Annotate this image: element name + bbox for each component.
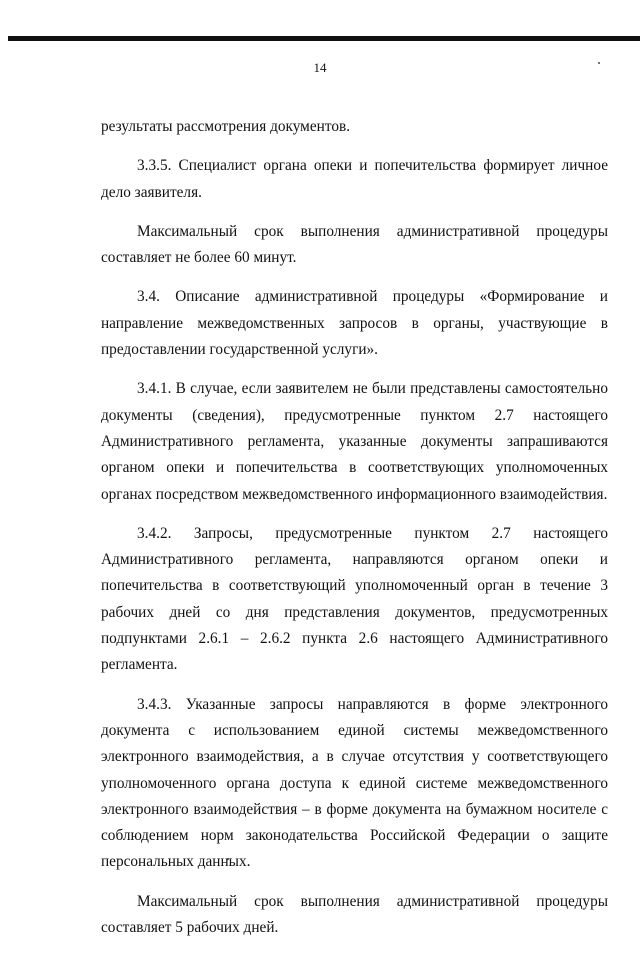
- document-body: [101, 114, 608, 954]
- paragraph-max-time-60: Максимальный срок выполнения административной процедуры составляет не более 60 минут.: [101, 222, 608, 267]
- paragraph-3-4-2: 3.4.2. Запросы, предусмотренные пунктом 2.7 настоящего Административного регламента, направляются органом опеки и попечительства в соответствующий уполномоченный орган в течение 3 рабочих дней со дня представления документов, предусмотренных подпунктами 2.6.1 – 2.6.2 пункта 2.6 настоящего Административного регламента.: [101, 524, 608, 674]
- paragraph-3-3-5: 3.3.5. Специалист органа опеки и попечительства формирует личное дело заявителя.: [101, 157, 608, 201]
- paragraph-3-4-3: 3.4.3. Указанные запросы направляются в форме электронного документа с использованием единой системы межведомственного электронного взаимодействия, а в случае отсутствия у соответствующего уполномоченного органа доступа к единой системе межведомственного электронного взаимодействия – в форме документа на бумажном носителе с соблюдением норм законодательства Российской Федерации о защите персональных данных.: [101, 695, 608, 871]
- scan-speck: [598, 62, 600, 64]
- paragraph-continuation: результаты рассмотрения документов.: [101, 118, 351, 135]
- paragraph-3-4: 3.4. Описание административной процедуры «Формирование и направление межведомственных запросов в органы, участвующие в предоставлении государственной услуги».: [101, 288, 608, 359]
- top-rule: [8, 36, 640, 41]
- paragraph-3-4-1: 3.4.1. В случае, если заявителем не были представлены самостоятельно документы (сведения), предусмотренные пунктом 2.7 настоящего Административного регламента, указанные документы запрашиваются органом опеки и попечительства в соответствующих уполномоченных органах посредством межведомственного информационного взаимодействия.: [101, 380, 608, 503]
- paragraph-max-time-5-days: Максимальный срок выполнения административной процедуры составляет 5 рабочих дней.: [101, 892, 608, 937]
- page-number: 14: [313, 60, 327, 75]
